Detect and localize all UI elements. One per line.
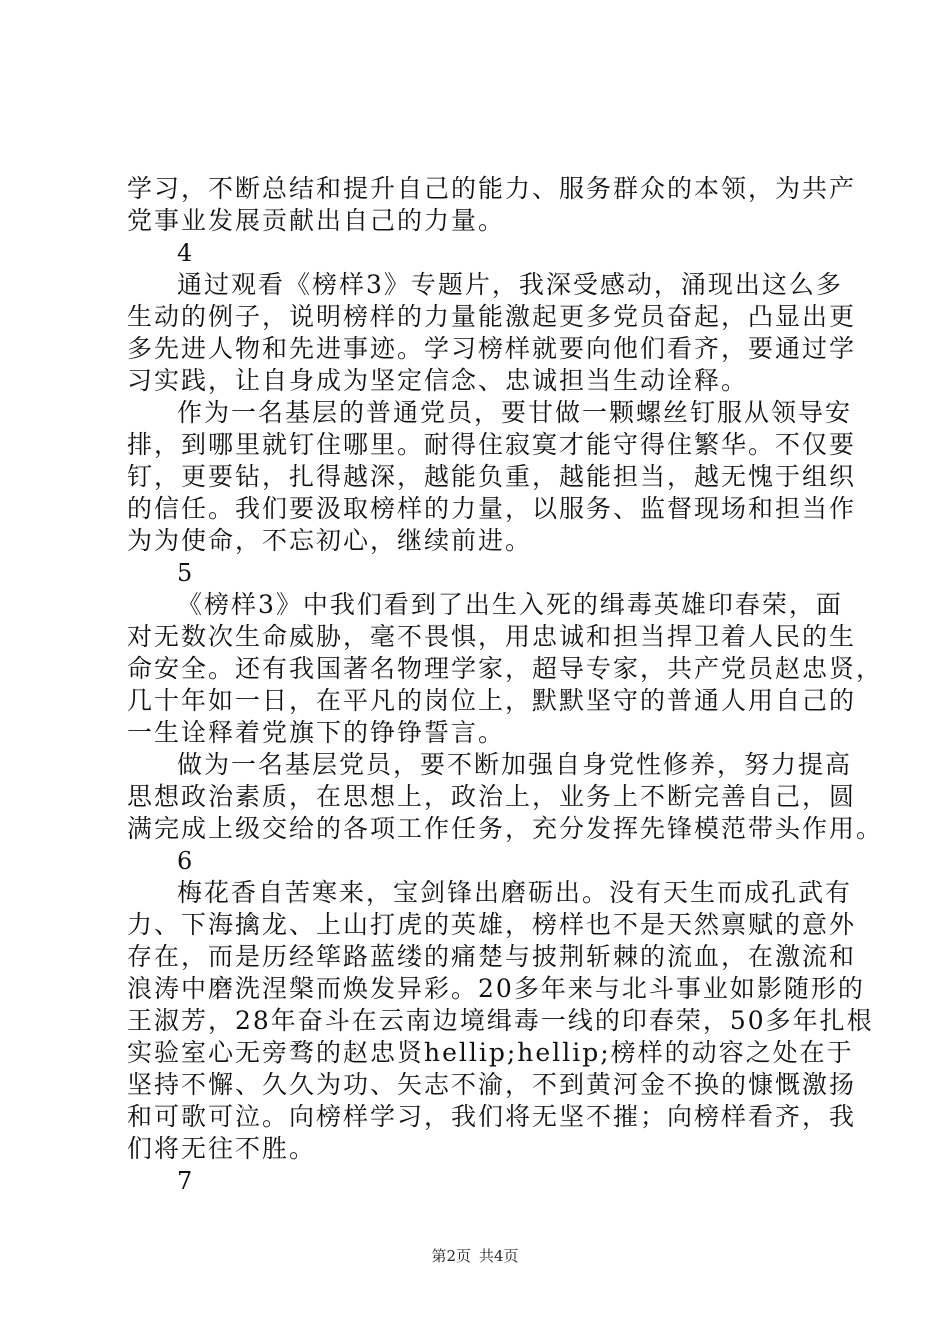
section-number: 6 <box>177 847 193 875</box>
text-line: 们将无往不胜。 <box>127 1134 317 1163</box>
text-line: 命安全。还有我国著名物理学家，超导专家，共产党员赵忠贤， <box>127 654 884 683</box>
text-line: 党事业发展贡献出自己的力量。 <box>127 206 506 235</box>
text-line: 做为一名基层党员，要不断加强自身党性修养，努力提高 <box>177 750 853 779</box>
text-line: 《榜样3》中我们看到了出生入死的缉毒英雄印春荣，面 <box>177 590 843 619</box>
text-line: 习实践，让自身成为坚定信念、忠诚担当生动诠释。 <box>127 366 749 395</box>
text-line: 和可歌可泣。向榜样学习，我们将无坚不摧；向榜样看齐，我 <box>127 1102 857 1131</box>
text-line: 学习，不断总结和提升自己的能力、服务群众的本领，为共产 <box>127 174 857 203</box>
text-line: 为为使命，不忘初心，继续前进。 <box>127 526 533 555</box>
text-line: 思想政治素质，在思想上，政治上，业务上不断完善自己，圆 <box>127 782 857 811</box>
text-line: 实验室心无旁骛的赵忠贤hellip;hellip;榜样的动容之处在于 <box>127 1038 854 1067</box>
text-line: 存在，而是历经筚路蓝缕的痛楚与披荆斩棘的流血，在激流和 <box>127 942 857 971</box>
text-line: 排，到哪里就钉住哪里。耐得住寂寞才能守得住繁华。不仅要 <box>127 430 857 459</box>
section-number: 4 <box>177 239 193 267</box>
text-line: 几十年如一日，在平凡的岗位上，默默坚守的普通人用自己的 <box>127 686 857 715</box>
page-number: 第2页 <box>431 1247 471 1265</box>
text-line: 一生诠释着党旗下的铮铮誓言。 <box>127 718 506 747</box>
text-line: 钉，更要钻，扎得越深，越能负重，越能担当，越无愧于组织 <box>127 462 857 491</box>
page-footer <box>0 1246 950 1266</box>
text-line: 通过观看《榜样3》专题片，我深受感动，涌现出这么多 <box>177 270 843 299</box>
text-line: 浪涛中磨洗涅槃而焕发异彩。20多年来与北斗事业如影随形的 <box>127 974 865 1003</box>
text-line: 对无数次生命威胁，毫不畏惧，用忠诚和担当捍卫着人民的生 <box>127 622 857 651</box>
section-number: 7 <box>177 1167 193 1195</box>
text-line: 多先进人物和先进事迹。学习榜样就要向他们看齐，要通过学 <box>127 334 857 363</box>
text-line: 作为一名基层的普通党员，要甘做一颗螺丝钉服从领导安 <box>177 398 853 427</box>
text-line: 王淑芳，28年奋斗在云南边境缉毒一线的印春荣，50多年扎根 <box>127 1006 874 1035</box>
page-total: 共4页 <box>479 1247 519 1265</box>
text-line: 满完成上级交给的各项工作任务，充分发挥先锋模范带头作用。 <box>127 814 884 843</box>
text-line: 力、下海擒龙、上山打虎的英雄，榜样也不是天然禀赋的意外 <box>127 910 857 939</box>
section-number: 5 <box>177 559 193 587</box>
text-line: 梅花香自苦寒来，宝剑锋出磨砺出。没有天生而成孔武有 <box>177 878 853 907</box>
text-line: 生动的例子，说明榜样的力量能激起更多党员奋起，凸显出更 <box>127 302 857 331</box>
text-line: 坚持不懈、久久为功、矢志不渝，不到黄河金不换的慷慨激扬 <box>127 1070 857 1099</box>
text-line: 的信任。我们要汲取榜样的力量，以服务、监督现场和担当作 <box>127 494 857 523</box>
document-body <box>127 173 884 1197</box>
